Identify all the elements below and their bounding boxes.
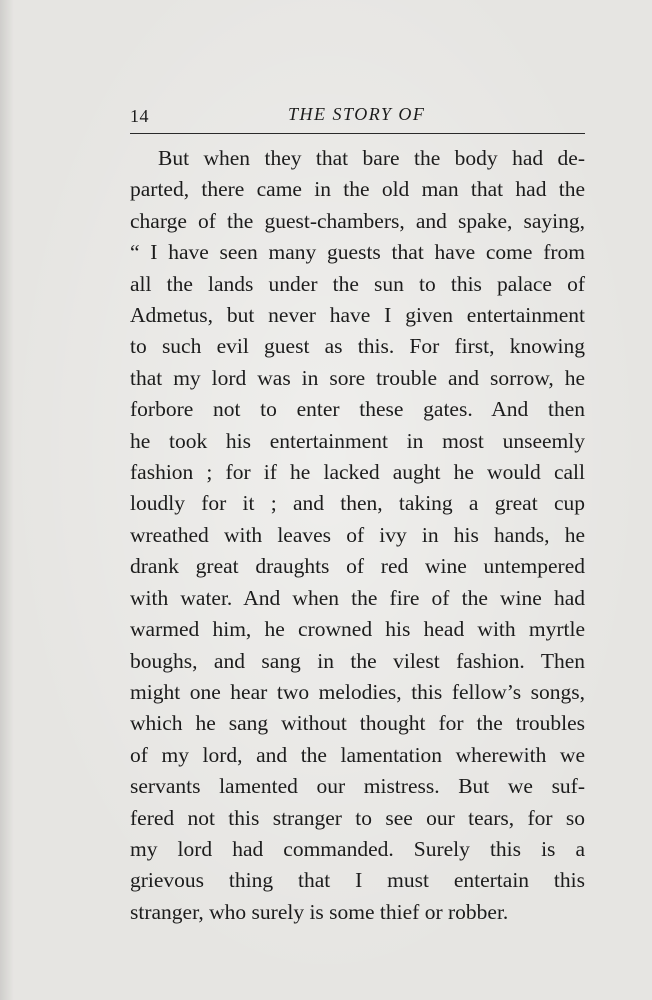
page-header: [130, 104, 585, 130]
header-rule: [130, 133, 585, 134]
running-head: THE STORY OF: [288, 104, 426, 124]
text-line: drank great draughts of red wine untempered: [130, 554, 585, 579]
text-line: my lord had commanded. Surely this is a: [130, 836, 585, 861]
text-line: servants lamented our mistress. But we suf-: [130, 774, 585, 799]
text-line: of my lord, and the lamentation wherewith we: [130, 742, 585, 767]
text-line: all the lands under the sun to this palace of: [130, 271, 585, 296]
text-line: charge of the guest-chambers, and spake, saying,: [130, 208, 585, 233]
text-line: wreathed with leaves of ivy in his hands, he: [130, 522, 585, 547]
text-line: fered not this stranger to see our tears, for so: [130, 805, 585, 830]
gutter-shadow: [0, 0, 14, 1000]
text-line: which he sang without thought for the troubles: [130, 711, 585, 736]
text-line: “ I have seen many guests that have come from: [130, 240, 585, 265]
text-line: warmed him, he crowned his head with myrtle: [130, 617, 585, 642]
text-line: he took his entertainment in most unseemly: [130, 428, 585, 453]
text-line: But when they that bare the body had de-: [158, 146, 585, 170]
text-line: forbore not to enter these gates. And then: [130, 397, 585, 422]
text-line: loudly for it ; and then, taking a great cup: [130, 491, 585, 516]
text-line: stranger, who surely is some thief or robber.: [130, 899, 509, 924]
text-line: Admetus, but never have I given entertainment: [130, 303, 585, 328]
text-line: boughs, and sang in the vilest fashion. Then: [130, 648, 585, 673]
text-line: might one hear two melodies, this fellow’s songs,: [130, 679, 585, 704]
text-line: that my lord was in sore trouble and sorrow, he: [130, 365, 585, 390]
text-line: with water. And when the fire of the wine had: [130, 585, 585, 610]
text-line: to such evil guest as this. For first, knowing: [130, 334, 585, 359]
page-number: 14: [130, 106, 149, 126]
text-line: parted, there came in the old man that had the: [130, 177, 585, 202]
body-text: [130, 143, 585, 928]
text-line: fashion ; for if he lacked aught he would call: [130, 460, 585, 485]
text-line: grievous thing that I must entertain this: [130, 868, 585, 893]
